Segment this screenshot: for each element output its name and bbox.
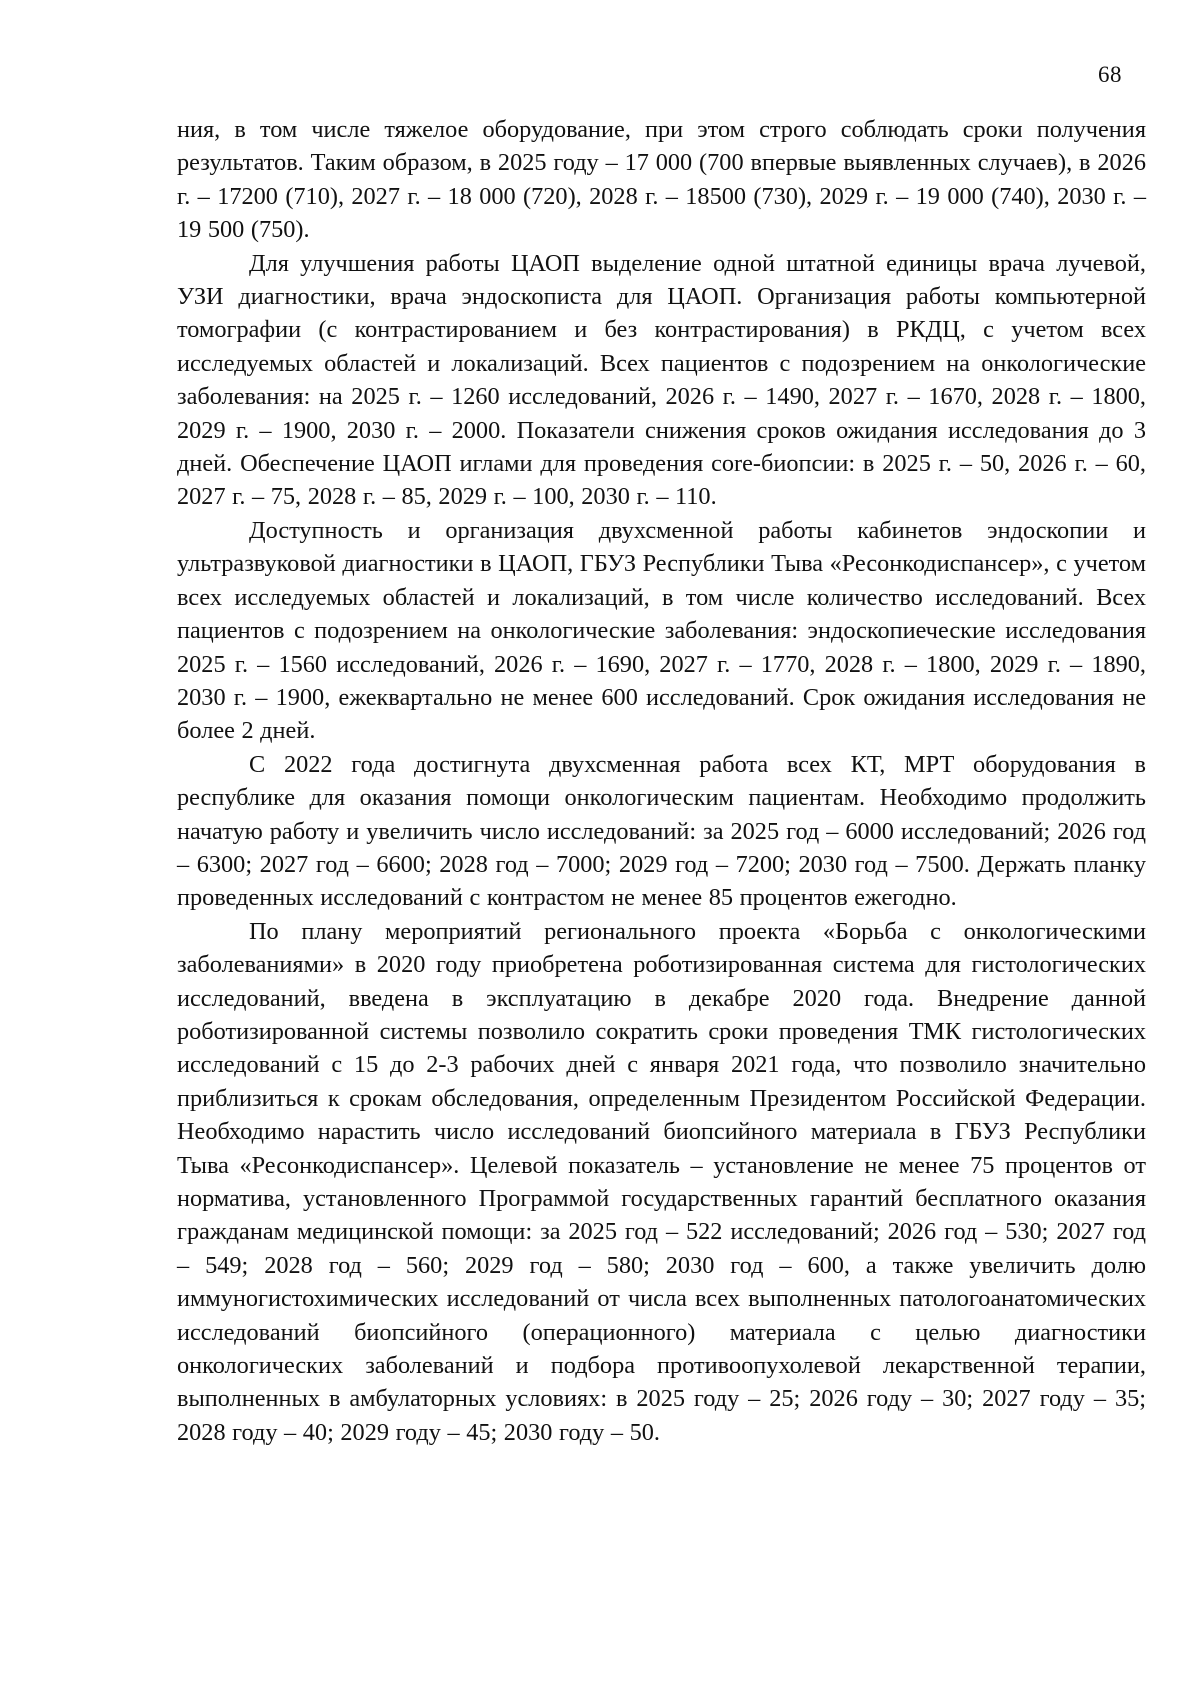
page-number: 68 <box>1098 62 1122 87</box>
document-body <box>177 113 1146 1449</box>
paragraph-continuation: ния, в том числе тяжелое оборудование, при этом строго соблюдать сроки получения результатов. Таким образом, в 2025 году – 17 000 (700 впервые выявленных случаев), в 2026 г. – 17200 (710), 2027 г. – 18 000 (720), 2028 г. – 18500 (730), 2029 г. – 19 000 (740), 2030 г. – 19 500 (750). <box>177 116 1146 244</box>
paragraph-histology-system: По плану мероприятий регионального проекта «Борьба с онкологическими заболеваниями» в 2020 году приобретена роботизированная система для гистологических исследований, введена в эксплуатацию в декабре 2020 года. Внедрение данной роботизированной системы позволило сократить сроки проведения ТМК гистологических исследований с 15 до 2-3 рабочих дней с января 2021 года, что позволило значительно приблизиться к срокам обследования, определенным Президентом Российской Федерации. Необходимо нарастить число исследований биопсийного материала в ГБУЗ Республики Тыва «Ресонкодиспансер». Целевой показатель – установление не менее 75 процентов от норматива, установленного Программой государственных гарантий бесплатного оказания гражданам медицинской помощи: за 2025 год – 522 исследований; 2026 год – 530; 2027 год – 549; 2028 год – 560; 2029 год – 580; 2030 год – 600, а также увеличить долю иммуногистохимических исследований от числа всех выполненных патологоанатомических исследований биопсийного (операционного) материала с целью диагностики онкологических заболеваний и подбора противоопухолевой лекарственной терапии, выполненных в амбулаторных условиях: в 2025 году – 25; 2026 году – 30; 2027 году – 35; 2028 году – 40; 2029 году – 45; 2030 году – 50. <box>177 917 1146 1446</box>
paragraph-ct-mri: С 2022 года достигнута двухсменная работа всех КТ, МРТ оборудования в республике для оказания помощи онкологическим пациентам. Необходимо продолжить начатую работу и увеличить число исследований: за 2025 год – 6000 исследований; 2026 год – 6300; 2027 год – 6600; 2028 год – 7000; 2029 год – 7200; 2030 год – 7500. Держать планку проведенных исследований с контрастом не менее 85 процентов ежегодно. <box>177 750 1146 912</box>
paragraph-caop-staffing: Для улучшения работы ЦАОП выделение одной штатной единицы врача лучевой, УЗИ диагностики, врача эндоскописта для ЦАОП. Организация работы компьютерной томографии (с контрастированием и без контрастирования) в РКДЦ, с учетом всех исследуемых областей и локализаций. Всех пациентов с подозрением на онкологические заболевания: на 2025 г. – 1260 исследований, 2026 г. – 1490, 2027 г. – 1670, 2028 г. – 1800, 2029 г. – 1900, 2030 г. – 2000. Показатели снижения сроков ожидания исследования до 3 дней. Обеспечение ЦАОП иглами для проведения core-биопсии: в 2025 г. – 50, 2026 г. – 60, 2027 г. – 75, 2028 г. – 85, 2029 г. – 100, 2030 г. – 110. <box>177 249 1146 511</box>
paragraph-endoscopy-ultrasound: Доступность и организация двухсменной работы кабинетов эндоскопии и ультразвуковой диагностики в ЦАОП, ГБУЗ Республики Тыва «Ресонкодиспансер», с учетом всех исследуемых областей и локализаций, в том числе количество исследований. Всех пациентов с подозрением на онкологические заболевания: эндоскопиеческие исследования 2025 г. – 1560 исследований, 2026 г. – 1690, 2027 г. – 1770, 2028 г. – 1800, 2029 г. – 1890, 2030 г. – 1900, ежеквартально не менее 600 исследований. Срок ожидания исследования не более 2 дней. <box>177 516 1146 745</box>
